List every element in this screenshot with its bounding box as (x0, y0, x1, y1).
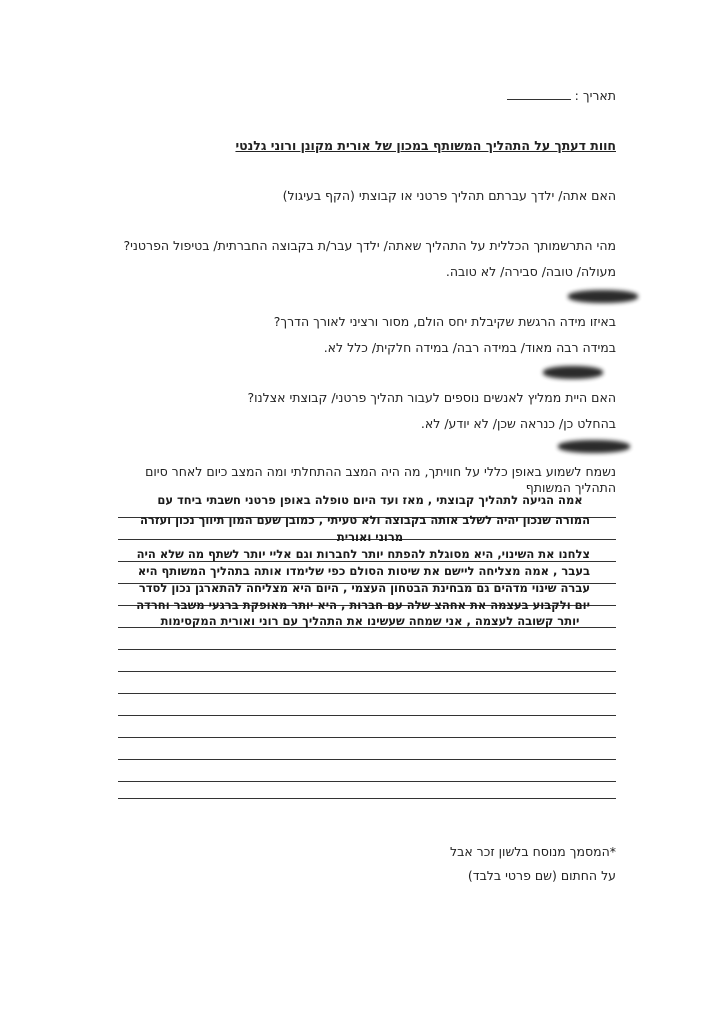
redaction-mark (568, 290, 638, 303)
answer-options-2[interactable]: מעולה/ טובה/ סבירה/ לא טובה. (445, 264, 616, 279)
answer-text-line: אמה הגיעה לתהליך קבוצתי , מאז ועד היום טופלה באופן פרטני חשבתי ביחד עם (157, 493, 583, 507)
answer-text-line: יותר קשובה לעצמה , אני שמחה שעשינו את התהליך עם רוני ואורית המקסימות (160, 614, 580, 628)
answer-line (118, 649, 616, 650)
answer-line (118, 759, 616, 760)
answer-line (118, 781, 616, 782)
page-title: חוות דעתך על התהליך המשותף במכון של אורית מקונן ורוני גלנטי (235, 138, 616, 153)
answer-options-3[interactable]: במידה רבה מאוד/ במידה רבה/ במידה חלקית/ כלל לא. (323, 340, 616, 355)
answer-line (118, 715, 616, 716)
answer-text-line: יום ולקבוע בעצמה את אחהצ שלה עם חברות , היא יותר מאופקת ברגעי משבר וחרדה (136, 598, 590, 612)
redaction-mark (558, 440, 630, 453)
answer-text-line: המורה שנכון יהיה לשלב אותה בקבוצה ולא טעיתי , כמובן שעם המון תיווך נכון ועזרה (140, 513, 590, 527)
answer-text-line: מרוני ואורית (336, 530, 404, 544)
question-2: מהי התרשמותך הכללית על התהליך שאתה/ ילדך עבר/ת בקבוצה החברתית/ בטיפול הפרטני? (123, 238, 616, 253)
gender-note: *המסמך מנוסח בלשון זכר אבל (450, 844, 616, 859)
signature-label: על החתום (שם פרטי בלבד) (467, 868, 616, 883)
question-1: האם אתה/ ילדך עברתם תהליך פרטני או קבוצתי (הקף בעיגול) (282, 188, 616, 203)
answer-line (118, 737, 616, 738)
date-label: תאריך : (574, 88, 616, 103)
answer-options-4[interactable]: בהחלט כן/ כנראה שכן/ לא יודע/ לא. (420, 416, 616, 431)
question-4: האם היית ממליץ לאנשים נוספים לעבור תהליך פרטני/ קבוצתי אצלנו? (247, 390, 616, 405)
question-3: באיזו מידה הרגשת שקיבלת יחס הולם, מסור ורציני לאורך הדרך? (273, 314, 616, 329)
answer-text-line: עברה שינוי מדהים גם מבחינת הבטחון העצמי , היום היא מצליחה להתארגן נכון לסדר (138, 581, 590, 595)
answer-line (118, 693, 616, 694)
answer-text-line: בעבר , אמה מצליחה ליישם את שיטות הסולם כפי שלימדו אותה בתהליך המשותף היא (137, 564, 590, 578)
answer-line (118, 671, 616, 672)
date-blank-line[interactable] (507, 88, 571, 100)
answer-text-block (118, 490, 616, 628)
answer-line (118, 798, 616, 799)
redaction-mark (543, 366, 603, 379)
date-field (507, 88, 616, 104)
answer-text-line: צלחנו את השינוי, היא מסוגלת להפתח יותר לחברות וגם אליי יותר לשתף מה שלא היה (136, 547, 590, 561)
open-question: נשמח לשמוע באופן כללי על חוויתך, מה היה המצב ההתחלתי ומה המצב כיום לאחר סיום התהליך המשותף (145, 464, 616, 495)
